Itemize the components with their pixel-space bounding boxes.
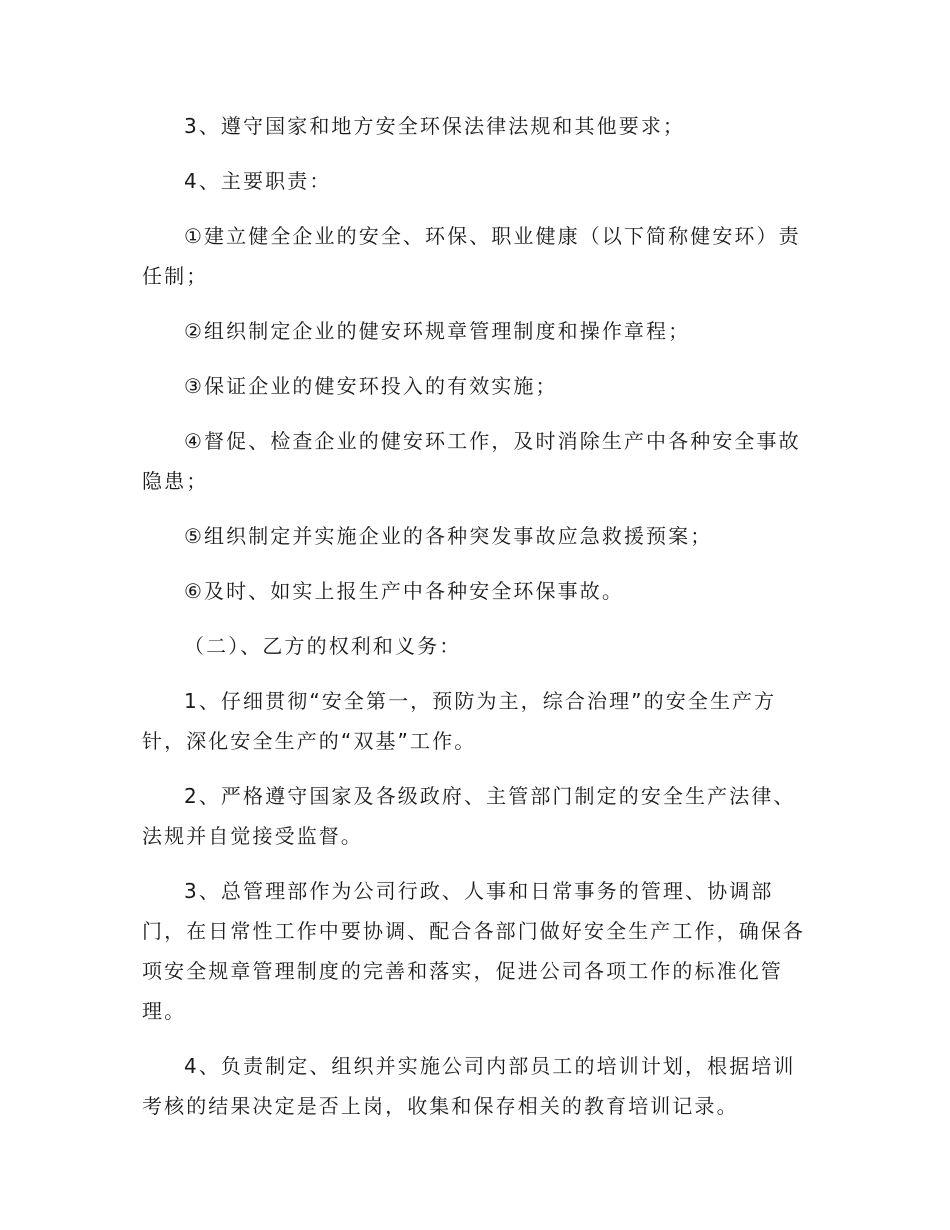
paragraph-duty-3: ③保证企业的健安环投入的有效实施； bbox=[184, 374, 558, 398]
paragraph-main-duties-heading: 4、主要职责： bbox=[184, 169, 332, 193]
paragraph-duty-1: ①建立健全企业的安全、环保、职业健康（以下简称健安环）责任制； bbox=[142, 224, 801, 288]
paragraph-party-b-4: 4、负责制定、组织并实施公司内部员工的培训计划，根据培训考核的结果决定是否上岗，收集和保存相关的教育培训记录。 bbox=[142, 1054, 796, 1118]
paragraph-duty-2: ②组织制定企业的健安环规章管理制度和操作章程； bbox=[184, 319, 691, 343]
paragraph-duty-5: ⑤组织制定并实施企业的各种突发事故应急救援预案； bbox=[184, 524, 713, 548]
paragraph-duty-4: ④督促、检查企业的健安环工作，及时消除生产中各种安全事故隐患； bbox=[142, 429, 801, 493]
paragraph-party-b-1: 1、仔细贯彻“安全第一，预防为主，综合治理”的安全生产方针，深化安全生产的“双基”工作。 bbox=[142, 689, 777, 753]
section-heading-party-b: （二）、乙方的权利和义务： bbox=[184, 634, 462, 658]
paragraph-duty-6: ⑥及时、如实上报生产中各种安全环保事故。 bbox=[184, 579, 624, 603]
paragraph-comply-laws: 3、遵守国家和地方安全环保法律法规和其他要求； bbox=[184, 114, 686, 138]
paragraph-party-b-2: 2、严格遵守国家及各级政府、主管部门制定的安全生产法律、法规并自觉接受监督。 bbox=[142, 784, 796, 848]
paragraph-party-b-3: 3、总管理部作为公司行政、人事和日常事务的管理、协调部门，在日常性工作中要协调、配合各部门做好安全生产工作，确保各项安全规章管理制度的完善和落实，促进公司各项工作的标准化管理。 bbox=[142, 879, 805, 1023]
document-page bbox=[142, 106, 808, 1141]
